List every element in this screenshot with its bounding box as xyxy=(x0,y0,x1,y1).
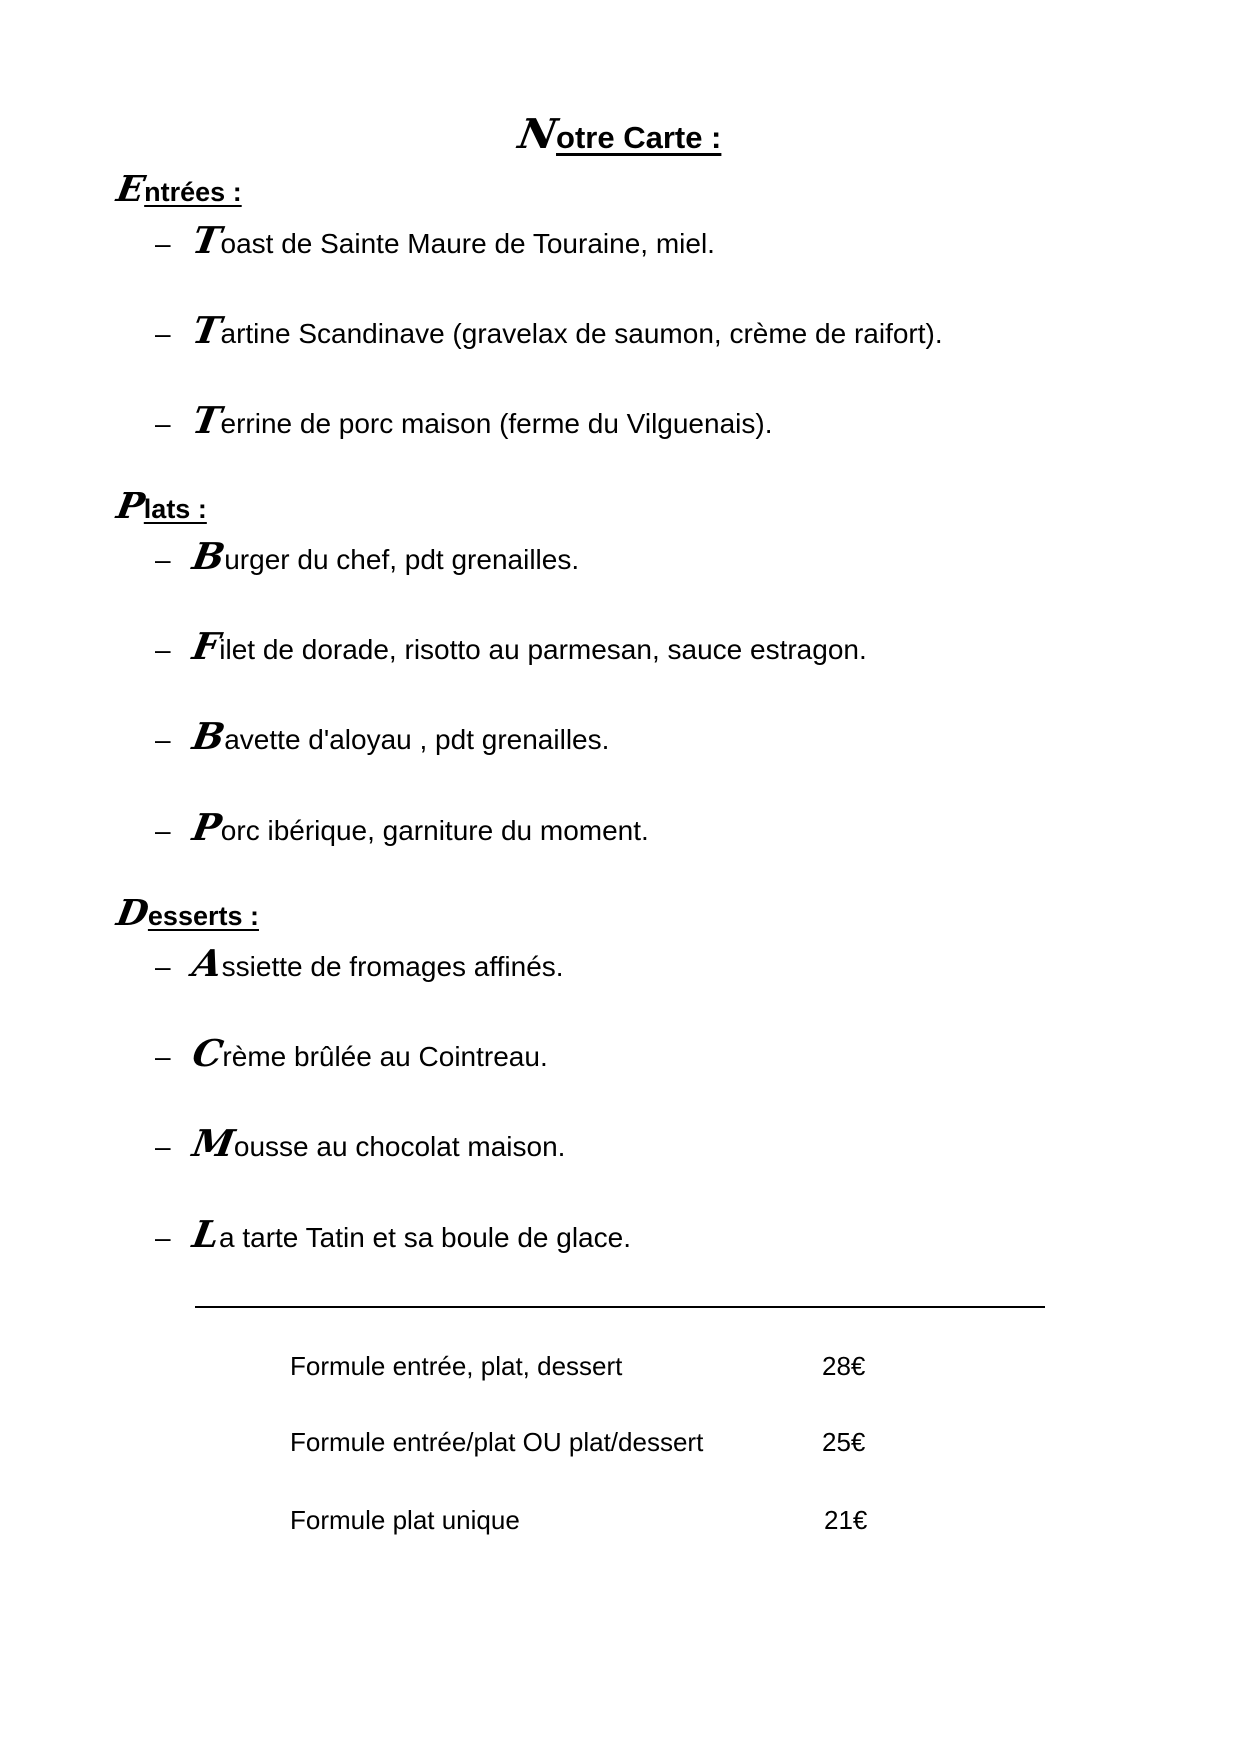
title-initial: N xyxy=(514,110,561,158)
item-initial: M xyxy=(189,1121,238,1165)
formula-label: Formule entrée/plat OU plat/dessert xyxy=(290,1427,704,1457)
item-text: a tarte Tatin et sa boule de glace. xyxy=(218,1222,631,1253)
item-dash: – xyxy=(155,724,171,755)
formula-label: Formule plat unique xyxy=(290,1505,520,1535)
item-initial: A xyxy=(189,941,226,985)
item-text: ilet de dorade, risotto au parmesan, sauce estragon. xyxy=(219,634,867,665)
item-initial: T xyxy=(189,398,225,442)
heading-text: ntrées : xyxy=(144,177,242,207)
heading-text: esserts : xyxy=(147,901,259,931)
item-dash: – xyxy=(155,408,171,439)
item-dash: – xyxy=(155,815,171,846)
item-text: artine Scandinave (gravelax de saumon, crème de raifort). xyxy=(220,318,943,349)
heading-text: lats : xyxy=(143,494,207,524)
formula-price: 21€ xyxy=(824,1505,868,1535)
item-initial: T xyxy=(189,308,225,352)
item-dash: – xyxy=(155,951,171,982)
item-initial: P xyxy=(189,805,225,849)
page-title xyxy=(0,110,1240,158)
heading-initial: D xyxy=(113,893,152,934)
item-text: avette d'aloyau , pdt grenailles. xyxy=(224,724,610,755)
item-text: errine de porc maison (ferme du Vilguenais). xyxy=(220,408,773,439)
heading-initial: E xyxy=(113,169,148,210)
section-heading-entrees xyxy=(113,169,242,210)
item-initial: T xyxy=(189,218,225,262)
item-initial: L xyxy=(189,1212,224,1256)
item-text: orc ibérique, garniture du moment. xyxy=(220,815,649,846)
divider-line xyxy=(195,1306,1045,1308)
item-dash: – xyxy=(155,1131,171,1162)
formula-price: 25€ xyxy=(822,1427,866,1457)
item-text: ssiette de fromages affinés. xyxy=(221,951,564,982)
item-dash: – xyxy=(155,318,171,349)
title-text: otre Carte : xyxy=(556,120,722,155)
item-dash: – xyxy=(155,228,171,259)
item-dash: – xyxy=(155,1222,171,1253)
section-heading-desserts xyxy=(113,893,259,934)
heading-initial: P xyxy=(113,486,148,527)
item-dash: – xyxy=(155,1041,171,1072)
item-dash: – xyxy=(155,544,171,575)
item-dash: – xyxy=(155,634,171,665)
formula-label: Formule entrée, plat, dessert xyxy=(290,1351,623,1381)
item-text: oast de Sainte Maure de Touraine, miel. xyxy=(220,228,715,259)
item-initial: B xyxy=(189,534,229,578)
section-heading-plats xyxy=(113,486,207,527)
item-initial: F xyxy=(189,624,224,668)
item-text: urger du chef, pdt grenailles. xyxy=(224,544,580,575)
item-text: rème brûlée au Cointreau. xyxy=(222,1041,548,1072)
formula-price: 28€ xyxy=(822,1351,866,1381)
item-initial: B xyxy=(189,714,229,758)
item-text: ousse au chocolat maison. xyxy=(233,1131,566,1162)
item-initial: C xyxy=(189,1031,227,1075)
